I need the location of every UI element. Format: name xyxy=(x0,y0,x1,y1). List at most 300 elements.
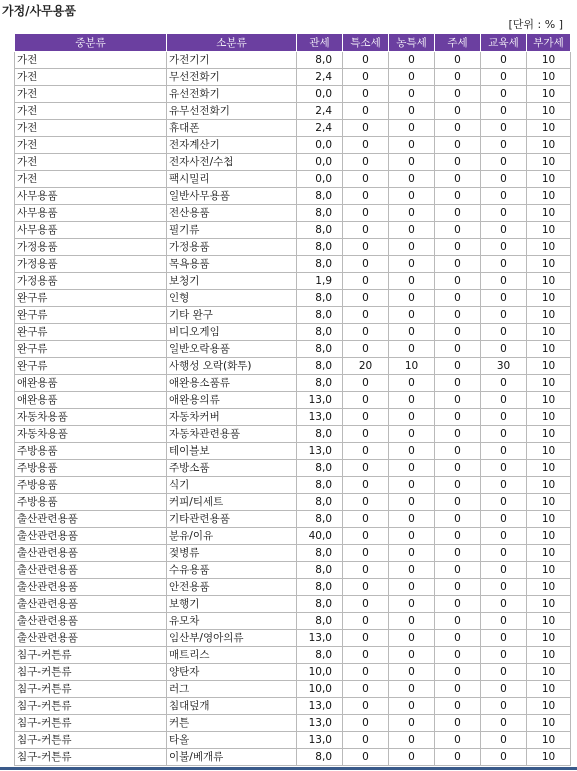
cell-liquor: 0 xyxy=(435,613,481,630)
cell-education: 0 xyxy=(481,324,527,341)
cell-mid-category: 침구-커튼류 xyxy=(15,732,167,749)
cell-mid-category: 완구류 xyxy=(15,341,167,358)
cell-education: 0 xyxy=(481,494,527,511)
cell-special-consumption: 0 xyxy=(343,613,389,630)
table-row xyxy=(15,630,571,647)
cell-education: 0 xyxy=(481,732,527,749)
cell-rural-special: 0 xyxy=(389,324,435,341)
cell-sub-category: 임산부/영아의류 xyxy=(167,630,297,647)
cell-liquor: 0 xyxy=(435,664,481,681)
cell-sub-category: 유모차 xyxy=(167,613,297,630)
table-row xyxy=(15,647,571,664)
cell-special-consumption: 0 xyxy=(343,562,389,579)
cell-liquor: 0 xyxy=(435,239,481,256)
cell-rural-special: 0 xyxy=(389,528,435,545)
cell-vat: 10 xyxy=(527,205,571,222)
cell-sub-category: 자동차커버 xyxy=(167,409,297,426)
cell-rural-special: 0 xyxy=(389,647,435,664)
cell-sub-category: 일반사무용품 xyxy=(167,188,297,205)
cell-sub-category: 유무선전화기 xyxy=(167,103,297,120)
cell-special-consumption: 0 xyxy=(343,290,389,307)
cell-liquor: 0 xyxy=(435,307,481,324)
table-row xyxy=(15,239,571,256)
cell-education: 0 xyxy=(481,222,527,239)
cell-vat: 10 xyxy=(527,69,571,86)
cell-rural-special: 0 xyxy=(389,715,435,732)
table-row xyxy=(15,426,571,443)
cell-special-consumption: 0 xyxy=(343,188,389,205)
cell-customs: 8,0 xyxy=(297,579,343,596)
cell-education: 0 xyxy=(481,477,527,494)
cell-liquor: 0 xyxy=(435,681,481,698)
cell-vat: 10 xyxy=(527,239,571,256)
cell-vat: 10 xyxy=(527,392,571,409)
cell-education: 0 xyxy=(481,188,527,205)
cell-mid-category: 사무용품 xyxy=(15,205,167,222)
cell-sub-category: 매트리스 xyxy=(167,647,297,664)
cell-vat: 10 xyxy=(527,630,571,647)
cell-rural-special: 0 xyxy=(389,392,435,409)
cell-rural-special: 0 xyxy=(389,273,435,290)
cell-customs: 10,0 xyxy=(297,681,343,698)
cell-rural-special: 0 xyxy=(389,477,435,494)
cell-mid-category: 가전 xyxy=(15,171,167,188)
header-row xyxy=(15,34,571,52)
cell-special-consumption: 0 xyxy=(343,103,389,120)
cell-mid-category: 자동차용품 xyxy=(15,409,167,426)
cell-mid-category: 완구류 xyxy=(15,358,167,375)
cell-liquor: 0 xyxy=(435,732,481,749)
cell-mid-category: 완구류 xyxy=(15,324,167,341)
cell-customs: 8,0 xyxy=(297,341,343,358)
table-row xyxy=(15,103,571,120)
cell-vat: 10 xyxy=(527,715,571,732)
cell-liquor: 0 xyxy=(435,528,481,545)
cell-special-consumption: 0 xyxy=(343,52,389,69)
cell-customs: 1,9 xyxy=(297,273,343,290)
cell-customs: 2,4 xyxy=(297,69,343,86)
cell-sub-category: 휴대폰 xyxy=(167,120,297,137)
cell-rural-special: 0 xyxy=(389,511,435,528)
cell-vat: 10 xyxy=(527,273,571,290)
cell-vat: 10 xyxy=(527,426,571,443)
cell-education: 0 xyxy=(481,256,527,273)
cell-special-consumption: 0 xyxy=(343,69,389,86)
cell-mid-category: 자동차용품 xyxy=(15,426,167,443)
cell-special-consumption: 0 xyxy=(343,698,389,715)
cell-rural-special: 0 xyxy=(389,69,435,86)
cell-education: 0 xyxy=(481,290,527,307)
table-row xyxy=(15,528,571,545)
cell-liquor: 0 xyxy=(435,698,481,715)
cell-special-consumption: 0 xyxy=(343,732,389,749)
cell-customs: 10,0 xyxy=(297,664,343,681)
cell-customs: 8,0 xyxy=(297,239,343,256)
cell-education: 0 xyxy=(481,86,527,103)
table-row xyxy=(15,562,571,579)
cell-vat: 10 xyxy=(527,154,571,171)
cell-education: 0 xyxy=(481,409,527,426)
cell-vat: 10 xyxy=(527,375,571,392)
cell-customs: 8,0 xyxy=(297,324,343,341)
cell-special-consumption: 0 xyxy=(343,443,389,460)
cell-mid-category: 주방용품 xyxy=(15,460,167,477)
cell-education: 0 xyxy=(481,205,527,222)
cell-mid-category: 사무용품 xyxy=(15,222,167,239)
cell-liquor: 0 xyxy=(435,426,481,443)
table-row xyxy=(15,154,571,171)
bottom-divider xyxy=(0,767,577,770)
cell-mid-category: 주방용품 xyxy=(15,477,167,494)
cell-mid-category: 침구-커튼류 xyxy=(15,698,167,715)
cell-rural-special: 0 xyxy=(389,545,435,562)
cell-customs: 8,0 xyxy=(297,358,343,375)
cell-rural-special: 0 xyxy=(389,86,435,103)
column-header-vat: 부가세 xyxy=(527,34,571,52)
cell-rural-special: 0 xyxy=(389,579,435,596)
cell-liquor: 0 xyxy=(435,273,481,290)
cell-education: 0 xyxy=(481,630,527,647)
cell-liquor: 0 xyxy=(435,630,481,647)
cell-vat: 10 xyxy=(527,222,571,239)
table-row xyxy=(15,494,571,511)
cell-special-consumption: 0 xyxy=(343,647,389,664)
cell-rural-special: 0 xyxy=(389,749,435,766)
cell-mid-category: 완구류 xyxy=(15,307,167,324)
column-header-rural-special: 농특세 xyxy=(389,34,435,52)
cell-education: 0 xyxy=(481,596,527,613)
cell-vat: 10 xyxy=(527,103,571,120)
table-row xyxy=(15,358,571,375)
cell-liquor: 0 xyxy=(435,715,481,732)
cell-mid-category: 애완용품 xyxy=(15,392,167,409)
cell-mid-category: 출산관련용품 xyxy=(15,613,167,630)
cell-mid-category: 가전 xyxy=(15,137,167,154)
cell-liquor: 0 xyxy=(435,358,481,375)
cell-liquor: 0 xyxy=(435,545,481,562)
cell-customs: 13,0 xyxy=(297,392,343,409)
cell-customs: 8,0 xyxy=(297,375,343,392)
cell-liquor: 0 xyxy=(435,290,481,307)
table-row xyxy=(15,511,571,528)
table-row xyxy=(15,324,571,341)
cell-vat: 10 xyxy=(527,664,571,681)
cell-special-consumption: 0 xyxy=(343,392,389,409)
cell-sub-category: 타올 xyxy=(167,732,297,749)
table-row xyxy=(15,375,571,392)
cell-rural-special: 0 xyxy=(389,239,435,256)
cell-special-consumption: 0 xyxy=(343,324,389,341)
cell-mid-category: 사무용품 xyxy=(15,188,167,205)
cell-liquor: 0 xyxy=(435,375,481,392)
cell-special-consumption: 0 xyxy=(343,579,389,596)
cell-liquor: 0 xyxy=(435,409,481,426)
cell-vat: 10 xyxy=(527,307,571,324)
cell-customs: 8,0 xyxy=(297,562,343,579)
cell-vat: 10 xyxy=(527,681,571,698)
cell-sub-category: 수유용품 xyxy=(167,562,297,579)
cell-customs: 8,0 xyxy=(297,426,343,443)
cell-customs: 8,0 xyxy=(297,307,343,324)
table-row xyxy=(15,732,571,749)
cell-education: 0 xyxy=(481,443,527,460)
cell-mid-category: 가정용품 xyxy=(15,239,167,256)
cell-rural-special: 0 xyxy=(389,681,435,698)
cell-sub-category: 보청기 xyxy=(167,273,297,290)
cell-vat: 10 xyxy=(527,562,571,579)
cell-vat: 10 xyxy=(527,545,571,562)
cell-rural-special: 0 xyxy=(389,375,435,392)
cell-mid-category: 가전 xyxy=(15,154,167,171)
table-row xyxy=(15,86,571,103)
cell-mid-category: 출산관련용품 xyxy=(15,579,167,596)
cell-sub-category: 주방소품 xyxy=(167,460,297,477)
table-row xyxy=(15,409,571,426)
cell-special-consumption: 0 xyxy=(343,154,389,171)
cell-special-consumption: 0 xyxy=(343,511,389,528)
cell-vat: 10 xyxy=(527,511,571,528)
cell-sub-category: 이불/베개류 xyxy=(167,749,297,766)
cell-sub-category: 애완용소품류 xyxy=(167,375,297,392)
cell-special-consumption: 0 xyxy=(343,681,389,698)
cell-sub-category: 일반오락용품 xyxy=(167,341,297,358)
table-row xyxy=(15,120,571,137)
cell-special-consumption: 0 xyxy=(343,307,389,324)
cell-rural-special: 0 xyxy=(389,613,435,630)
table-row xyxy=(15,69,571,86)
cell-special-consumption: 0 xyxy=(343,137,389,154)
table-row xyxy=(15,664,571,681)
column-header-liquor: 주세 xyxy=(435,34,481,52)
cell-special-consumption: 0 xyxy=(343,273,389,290)
cell-mid-category: 가전 xyxy=(15,52,167,69)
cell-sub-category: 분유/이유 xyxy=(167,528,297,545)
cell-rural-special: 0 xyxy=(389,103,435,120)
cell-special-consumption: 0 xyxy=(343,664,389,681)
cell-customs: 2,4 xyxy=(297,120,343,137)
cell-customs: 8,0 xyxy=(297,749,343,766)
cell-sub-category: 전산용품 xyxy=(167,205,297,222)
cell-special-consumption: 20 xyxy=(343,358,389,375)
table-body xyxy=(15,52,571,766)
table-row xyxy=(15,681,571,698)
cell-rural-special: 0 xyxy=(389,290,435,307)
cell-rural-special: 0 xyxy=(389,256,435,273)
cell-education: 0 xyxy=(481,307,527,324)
cell-customs: 40,0 xyxy=(297,528,343,545)
cell-customs: 8,0 xyxy=(297,545,343,562)
cell-customs: 8,0 xyxy=(297,256,343,273)
table-header xyxy=(15,34,571,52)
cell-sub-category: 양탄자 xyxy=(167,664,297,681)
cell-special-consumption: 0 xyxy=(343,715,389,732)
cell-education: 0 xyxy=(481,460,527,477)
cell-sub-category: 가전기기 xyxy=(167,52,297,69)
cell-rural-special: 0 xyxy=(389,171,435,188)
cell-liquor: 0 xyxy=(435,137,481,154)
cell-vat: 10 xyxy=(527,86,571,103)
cell-sub-category: 기타관련용품 xyxy=(167,511,297,528)
cell-mid-category: 출산관련용품 xyxy=(15,528,167,545)
cell-sub-category: 젖병류 xyxy=(167,545,297,562)
cell-vat: 10 xyxy=(527,324,571,341)
cell-sub-category: 테이블보 xyxy=(167,443,297,460)
cell-liquor: 0 xyxy=(435,494,481,511)
cell-sub-category: 전자계산기 xyxy=(167,137,297,154)
column-header-sub-category: 소분류 xyxy=(167,34,297,52)
cell-education: 0 xyxy=(481,511,527,528)
cell-customs: 8,0 xyxy=(297,52,343,69)
cell-rural-special: 0 xyxy=(389,341,435,358)
cell-education: 0 xyxy=(481,749,527,766)
cell-liquor: 0 xyxy=(435,154,481,171)
cell-education: 0 xyxy=(481,681,527,698)
cell-liquor: 0 xyxy=(435,562,481,579)
cell-mid-category: 주방용품 xyxy=(15,494,167,511)
table-row xyxy=(15,715,571,732)
cell-rural-special: 0 xyxy=(389,409,435,426)
cell-customs: 8,0 xyxy=(297,596,343,613)
cell-education: 0 xyxy=(481,273,527,290)
cell-vat: 10 xyxy=(527,477,571,494)
cell-liquor: 0 xyxy=(435,749,481,766)
table-row xyxy=(15,222,571,239)
cell-vat: 10 xyxy=(527,579,571,596)
table-row xyxy=(15,749,571,766)
cell-liquor: 0 xyxy=(435,341,481,358)
cell-sub-category: 러그 xyxy=(167,681,297,698)
cell-education: 0 xyxy=(481,698,527,715)
cell-liquor: 0 xyxy=(435,256,481,273)
cell-education: 0 xyxy=(481,545,527,562)
cell-rural-special: 0 xyxy=(389,630,435,647)
cell-vat: 10 xyxy=(527,494,571,511)
cell-mid-category: 침구-커튼류 xyxy=(15,647,167,664)
cell-education: 0 xyxy=(481,375,527,392)
cell-sub-category: 전자사전/수첩 xyxy=(167,154,297,171)
cell-education: 0 xyxy=(481,562,527,579)
cell-vat: 10 xyxy=(527,256,571,273)
cell-vat: 10 xyxy=(527,120,571,137)
cell-customs: 8,0 xyxy=(297,511,343,528)
cell-mid-category: 완구류 xyxy=(15,290,167,307)
cell-education: 0 xyxy=(481,579,527,596)
table-row xyxy=(15,392,571,409)
cell-sub-category: 보행기 xyxy=(167,596,297,613)
cell-vat: 10 xyxy=(527,137,571,154)
table-row xyxy=(15,596,571,613)
cell-education: 0 xyxy=(481,528,527,545)
cell-sub-category: 목욕용품 xyxy=(167,256,297,273)
cell-rural-special: 0 xyxy=(389,188,435,205)
cell-rural-special: 0 xyxy=(389,222,435,239)
cell-customs: 13,0 xyxy=(297,732,343,749)
cell-special-consumption: 0 xyxy=(343,494,389,511)
cell-vat: 10 xyxy=(527,341,571,358)
cell-customs: 8,0 xyxy=(297,613,343,630)
cell-special-consumption: 0 xyxy=(343,409,389,426)
cell-mid-category: 출산관련용품 xyxy=(15,630,167,647)
table-row xyxy=(15,273,571,290)
cell-customs: 13,0 xyxy=(297,409,343,426)
cell-special-consumption: 0 xyxy=(343,630,389,647)
cell-customs: 0,0 xyxy=(297,171,343,188)
cell-customs: 8,0 xyxy=(297,205,343,222)
cell-mid-category: 주방용품 xyxy=(15,443,167,460)
table-row xyxy=(15,188,571,205)
cell-sub-category: 애완용의류 xyxy=(167,392,297,409)
cell-sub-category: 침대덮개 xyxy=(167,698,297,715)
table-row xyxy=(15,256,571,273)
cell-sub-category: 인형 xyxy=(167,290,297,307)
cell-mid-category: 출산관련용품 xyxy=(15,596,167,613)
cell-rural-special: 0 xyxy=(389,120,435,137)
table-row xyxy=(15,290,571,307)
cell-mid-category: 애완용품 xyxy=(15,375,167,392)
cell-sub-category: 비디오게임 xyxy=(167,324,297,341)
cell-sub-category: 식기 xyxy=(167,477,297,494)
cell-vat: 10 xyxy=(527,749,571,766)
table-row xyxy=(15,545,571,562)
cell-vat: 10 xyxy=(527,358,571,375)
cell-rural-special: 0 xyxy=(389,460,435,477)
cell-mid-category: 가전 xyxy=(15,120,167,137)
cell-rural-special: 0 xyxy=(389,137,435,154)
cell-customs: 2,4 xyxy=(297,103,343,120)
cell-customs: 13,0 xyxy=(297,443,343,460)
cell-special-consumption: 0 xyxy=(343,205,389,222)
cell-liquor: 0 xyxy=(435,188,481,205)
cell-mid-category: 침구-커튼류 xyxy=(15,664,167,681)
cell-liquor: 0 xyxy=(435,205,481,222)
cell-mid-category: 출산관련용품 xyxy=(15,511,167,528)
cell-education: 0 xyxy=(481,154,527,171)
cell-vat: 10 xyxy=(527,290,571,307)
cell-rural-special: 0 xyxy=(389,698,435,715)
cell-vat: 10 xyxy=(527,52,571,69)
table-row xyxy=(15,341,571,358)
cell-special-consumption: 0 xyxy=(343,256,389,273)
column-header-education: 교육세 xyxy=(481,34,527,52)
cell-rural-special: 0 xyxy=(389,154,435,171)
cell-vat: 10 xyxy=(527,443,571,460)
cell-sub-category: 무선전화기 xyxy=(167,69,297,86)
cell-education: 0 xyxy=(481,69,527,86)
table-row xyxy=(15,205,571,222)
cell-liquor: 0 xyxy=(435,477,481,494)
cell-vat: 10 xyxy=(527,732,571,749)
cell-mid-category: 가전 xyxy=(15,86,167,103)
cell-sub-category: 유선전화기 xyxy=(167,86,297,103)
cell-special-consumption: 0 xyxy=(343,596,389,613)
cell-special-consumption: 0 xyxy=(343,120,389,137)
cell-sub-category: 기타 완구 xyxy=(167,307,297,324)
cell-customs: 0,0 xyxy=(297,154,343,171)
column-header-customs: 관세 xyxy=(297,34,343,52)
cell-sub-category: 가정용품 xyxy=(167,239,297,256)
cell-special-consumption: 0 xyxy=(343,545,389,562)
cell-special-consumption: 0 xyxy=(343,171,389,188)
cell-liquor: 0 xyxy=(435,86,481,103)
cell-mid-category: 출산관련용품 xyxy=(15,562,167,579)
cell-mid-category: 가정용품 xyxy=(15,273,167,290)
cell-education: 30 xyxy=(481,358,527,375)
cell-education: 0 xyxy=(481,426,527,443)
cell-sub-category: 필기류 xyxy=(167,222,297,239)
column-header-special-consumption: 특소세 xyxy=(343,34,389,52)
cell-education: 0 xyxy=(481,137,527,154)
cell-customs: 13,0 xyxy=(297,715,343,732)
